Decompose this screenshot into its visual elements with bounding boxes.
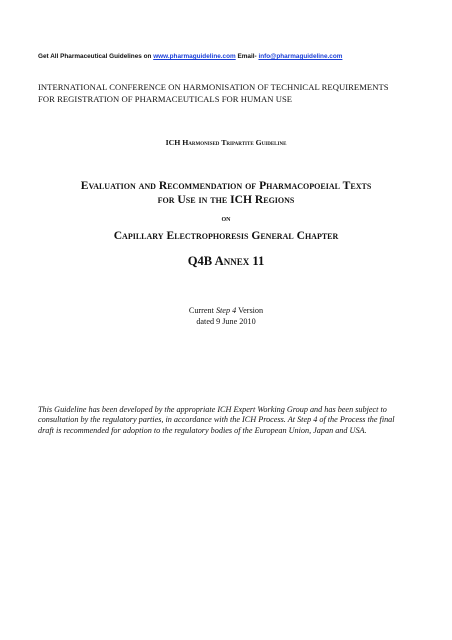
header-prefix: Get All Pharmaceutical Guidelines on [38,53,154,60]
version-date: dated 9 June 2010 [196,316,256,326]
title-on: on [221,213,231,223]
conference-name [38,81,402,105]
header-line [38,53,418,60]
disclaimer-text: This Guideline has been developed by the appropriate ICH Expert Working Group and has been subject to consultation by the regulatory parties, in accordance with the ICH Process. At Step 4 of the Process the final draft is recommended for adoption to the regulatory bodies of the European Union, Japan and USA. [38,405,395,435]
guideline-type: ICH Harmonised Tripartite Guideline [165,138,287,147]
conference-line-1: INTERNATIONAL CONFERENCE ON HARMONISATION OF TECHNICAL REQUIREMENTS [38,82,389,92]
title-line-3: Capillary Electrophoresis General Chapter [113,229,339,242]
version-suffix: Version [236,306,264,315]
version-step: Step 4 [215,306,237,315]
version-prefix: Current [188,306,216,315]
website-link[interactable]: www.pharmaguideline.com [153,53,236,60]
version-line [0,306,452,317]
email-label: Email- [235,53,259,60]
document-code: Q4B Annex 11 [187,254,265,268]
title-line-2: for Use in the ICH Regions [157,193,295,206]
version-info [0,306,452,327]
conference-line-2: FOR REGISTRATION OF PHARMACEUTICALS FOR HUMAN USE [38,94,293,104]
document-title [0,179,452,207]
email-link[interactable]: info@pharmaguideline.com [258,53,343,60]
title-line-1: Evaluation and Recommendation of Pharmacopoeial Texts [80,179,372,192]
